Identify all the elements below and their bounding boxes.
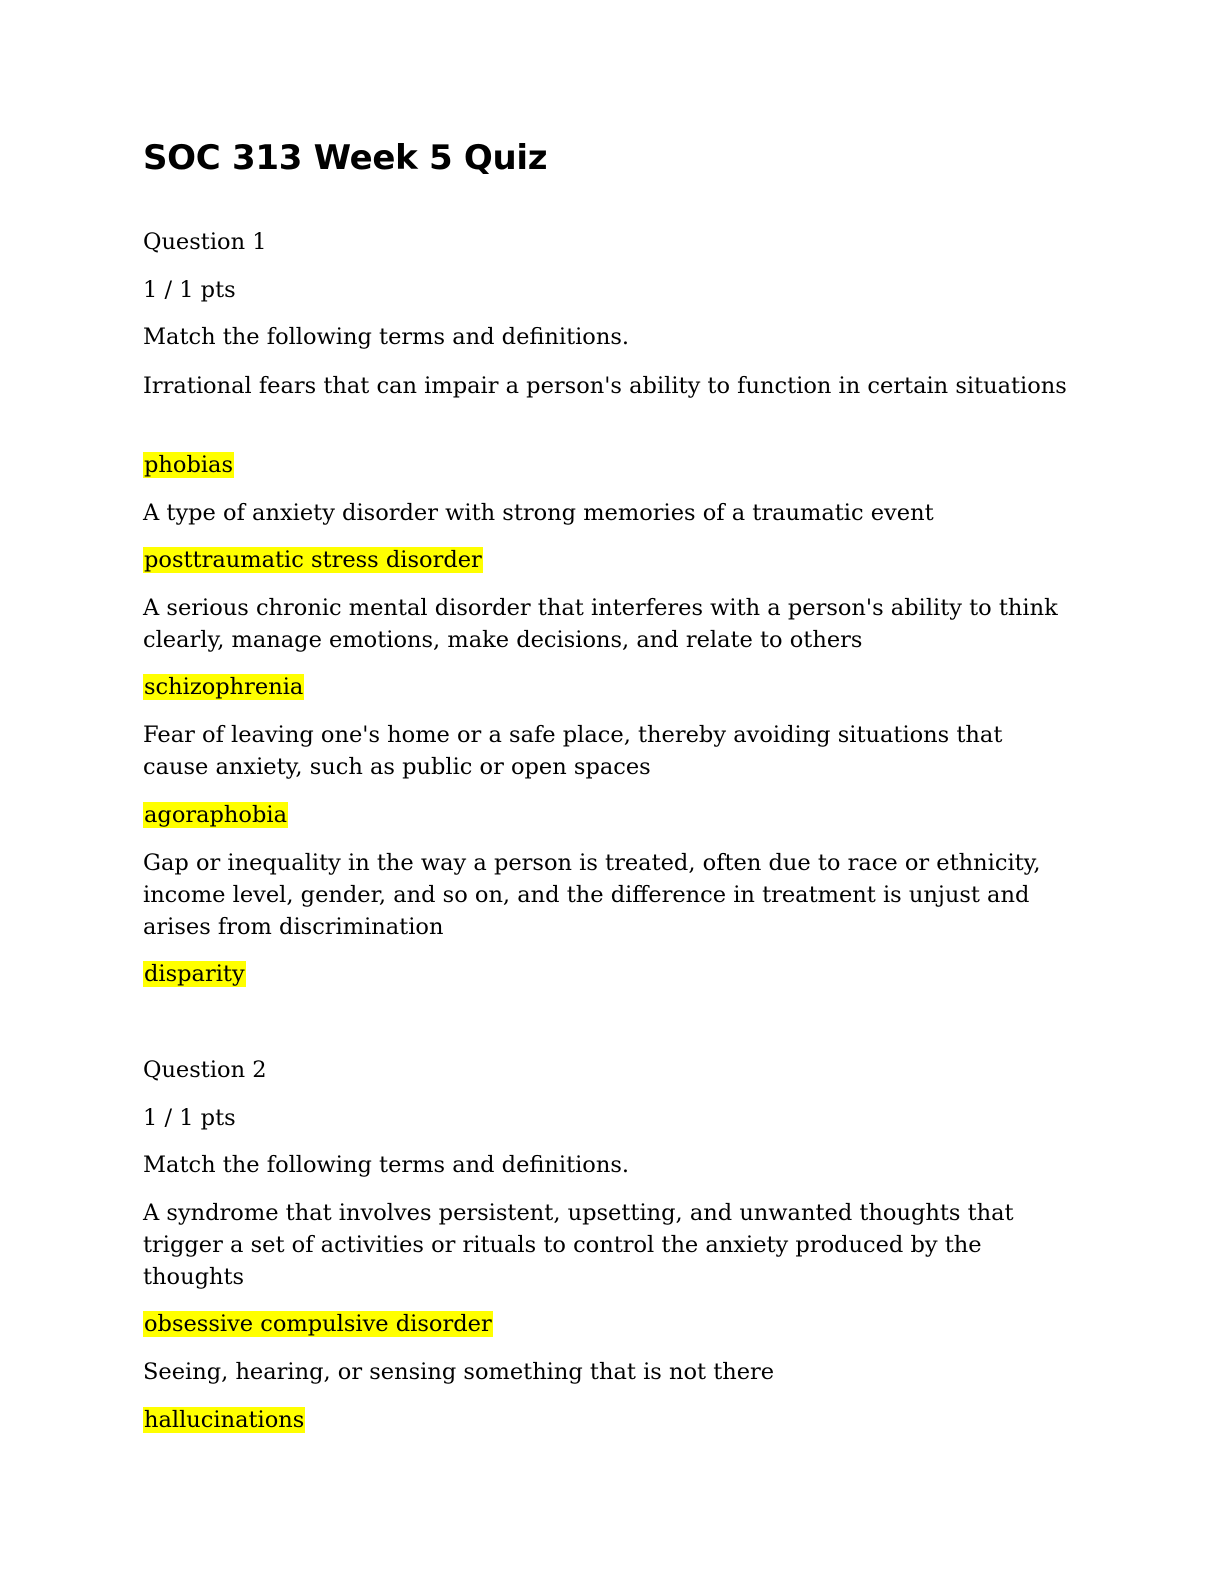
- answer-highlight: schizophrenia: [144, 674, 304, 700]
- answer-term: [143, 544, 483, 576]
- definition: Seeing, hearing, or sensing something that is not there: [143, 1359, 775, 1385]
- question-label: Question 1: [143, 229, 267, 255]
- answer-term: [143, 449, 234, 481]
- question-points: 1 / 1 pts: [143, 1105, 236, 1131]
- answer-highlight: phobias: [144, 452, 234, 478]
- definition: A syndrome that involves persistent, upsetting, and unwanted thoughts that trigger a set of activities or rituals to control the anxiety produced by the thoughts: [143, 1200, 1014, 1290]
- answer-term: [143, 958, 246, 990]
- question-points: 1 / 1 pts: [143, 277, 236, 303]
- answer-highlight: disparity: [144, 961, 245, 987]
- answer-highlight: posttraumatic stress disorder: [144, 547, 482, 573]
- answer-highlight: hallucinations: [144, 1407, 305, 1433]
- definition: Fear of leaving one's home or a safe place, thereby avoiding situations that cause anxiety, such as public or open spaces: [143, 722, 1003, 780]
- definition: A serious chronic mental disorder that interferes with a person's ability to think clearly, manage emotions, make decisions, and relate to others: [143, 595, 1058, 653]
- definition: Irrational fears that can impair a person's ability to function in certain situations: [143, 373, 1067, 399]
- answer-highlight: agoraphobia: [144, 802, 287, 828]
- question-instruction: Match the following terms and definitions.: [143, 324, 630, 350]
- answer-term: [143, 671, 304, 703]
- answer-term: [143, 799, 288, 831]
- answer-term: [143, 1404, 305, 1436]
- question-label: Question 2: [143, 1057, 267, 1083]
- document-title: SOC 313 Week 5 Quiz: [143, 138, 548, 178]
- definition: A type of anxiety disorder with strong memories of a traumatic event: [143, 500, 934, 526]
- question-instruction: Match the following terms and definitions.: [143, 1152, 630, 1178]
- answer-term: [143, 1308, 493, 1340]
- definition: Gap or inequality in the way a person is treated, often due to race or ethnicity, income level, gender, and so on, and the difference in treatment is unjust and arises from discrimination: [143, 850, 1041, 940]
- answer-highlight: obsessive compulsive disorder: [144, 1311, 492, 1337]
